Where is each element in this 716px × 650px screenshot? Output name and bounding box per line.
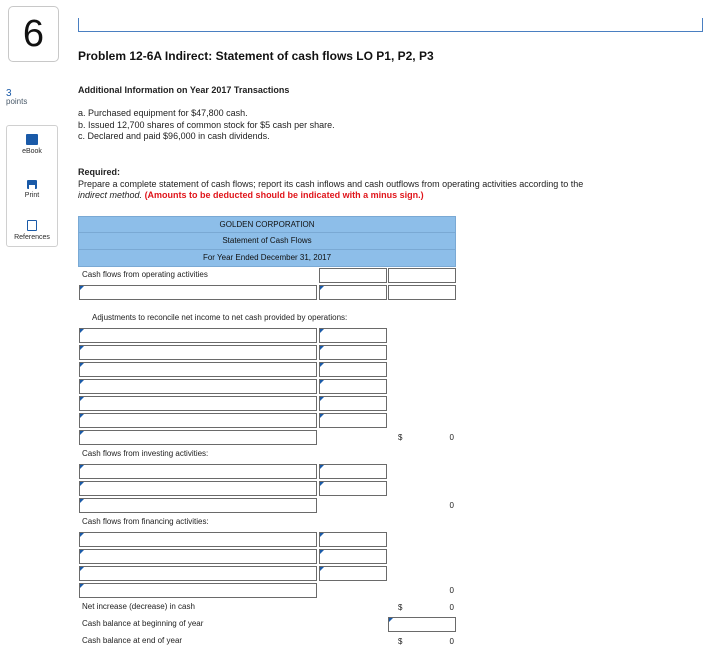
required-method: indirect method.	[78, 190, 143, 200]
operating-amount-input[interactable]	[319, 285, 387, 300]
table-row	[388, 285, 456, 300]
required-heading: Required:	[78, 167, 121, 177]
printer-icon	[26, 180, 38, 189]
net-income-row	[78, 284, 456, 301]
adjustment-row	[78, 327, 456, 344]
print-button[interactable]	[7, 180, 57, 199]
adjustment-description-select[interactable]	[79, 413, 317, 428]
beginning-balance-row	[78, 616, 456, 633]
statement-period: For Year Ended December 31, 2017	[78, 250, 456, 267]
operating-total: 0	[449, 433, 454, 442]
financing-row	[78, 548, 456, 565]
ending-balance-row	[78, 633, 456, 650]
question-number: 6	[8, 6, 59, 62]
net-change-row	[78, 599, 456, 616]
ebook-label: eBook	[22, 148, 42, 155]
adjustment-description-select[interactable]	[79, 379, 317, 394]
adjustment-amount-input[interactable]	[319, 345, 387, 360]
table-row	[388, 268, 456, 283]
financing-row	[78, 531, 456, 548]
adjustments-label-row	[78, 310, 456, 327]
info-heading: Additional Information on Year 2017 Transactions	[78, 85, 290, 95]
financing-amount-input[interactable]	[319, 532, 387, 547]
info-item-b: b. Issued 12,700 shares of common stock for $5 cash per share.	[78, 120, 335, 130]
problem-title: Problem 12-6A Indirect: Statement of cash flows LO P1, P2, P3	[78, 49, 434, 63]
investing-row	[78, 463, 456, 480]
investing-label: Cash flows from investing activities:	[82, 449, 209, 458]
table-row	[319, 268, 387, 283]
company-name: GOLDEN CORPORATION	[78, 216, 456, 233]
points-value: 3	[6, 88, 12, 99]
document-icon	[27, 220, 37, 231]
statement-title: Statement of Cash Flows	[78, 233, 456, 250]
financing-description-select[interactable]	[79, 549, 317, 564]
tools-panel	[6, 125, 58, 247]
print-label: Print	[24, 192, 40, 199]
ending-balance-currency: $	[398, 637, 403, 646]
adjustment-row	[78, 378, 456, 395]
net-change-total: 0	[449, 603, 454, 612]
beginning-balance-label: Cash balance at beginning of year	[82, 619, 204, 628]
required-line1: Prepare a complete statement of cash flows; report its cash inflows and cash outflows from operating activities according to the	[78, 179, 584, 189]
info-item-c: c. Declared and paid $96,000 in cash dividends.	[78, 131, 270, 141]
operating-description-select[interactable]	[79, 285, 317, 300]
adjustment-description-select[interactable]	[79, 362, 317, 377]
adjustment-amount-input[interactable]	[319, 362, 387, 377]
investing-total-description-select[interactable]	[79, 498, 317, 513]
operating-currency: $	[398, 433, 403, 442]
adjustment-amount-input[interactable]	[319, 379, 387, 394]
ending-balance-total: 0	[449, 637, 454, 646]
financing-row	[78, 565, 456, 582]
adjustment-amount-input[interactable]	[319, 396, 387, 411]
operating-label-row	[78, 267, 456, 284]
adjustment-row	[78, 361, 456, 378]
investing-row	[78, 480, 456, 497]
investing-description-select[interactable]	[79, 481, 317, 496]
required-note: (Amounts to be deducted should be indicated with a minus sign.)	[144, 190, 424, 200]
operating-label: Cash flows from operating activities	[82, 270, 208, 279]
adjustment-amount-input[interactable]	[319, 413, 387, 428]
investing-label-row	[78, 446, 456, 463]
references-button[interactable]	[7, 220, 57, 241]
operating-total-row	[78, 429, 456, 446]
adjustment-amount-input[interactable]	[319, 328, 387, 343]
financing-amount-input[interactable]	[319, 566, 387, 581]
beginning-balance-input[interactable]	[388, 617, 456, 632]
adjustments-label: Adjustments to reconcile net income to net cash provided by operations:	[92, 313, 348, 322]
adjustment-description-select[interactable]	[79, 396, 317, 411]
ebook-button[interactable]	[7, 134, 57, 155]
references-label: References	[14, 234, 50, 241]
adjustment-row	[78, 395, 456, 412]
investing-amount-input[interactable]	[319, 481, 387, 496]
investing-total: 0	[449, 501, 454, 510]
financing-description-select[interactable]	[79, 566, 317, 581]
question-header-bar	[78, 18, 703, 32]
investing-description-select[interactable]	[79, 464, 317, 479]
net-change-label: Net increase (decrease) in cash	[82, 602, 195, 611]
financing-amount-input[interactable]	[319, 549, 387, 564]
adjustment-row	[78, 412, 456, 429]
financing-label-row	[78, 514, 456, 531]
financing-description-select[interactable]	[79, 532, 317, 547]
adjustment-description-select[interactable]	[79, 328, 317, 343]
financing-label: Cash flows from financing activities:	[82, 517, 209, 526]
adjustment-description-select[interactable]	[79, 345, 317, 360]
points-label: points	[6, 97, 28, 106]
net-change-currency: $	[398, 603, 403, 612]
info-item-a: a. Purchased equipment for $47,800 cash.	[78, 108, 248, 118]
operating-total-description-select[interactable]	[79, 430, 317, 445]
investing-amount-input[interactable]	[319, 464, 387, 479]
ending-balance-label: Cash balance at end of year	[82, 636, 183, 645]
cash-flow-statement	[78, 216, 456, 650]
financing-total-row	[78, 582, 456, 599]
spacer-row	[78, 301, 456, 310]
required-line2	[78, 190, 424, 200]
investing-total-row	[78, 497, 456, 514]
financing-total: 0	[449, 586, 454, 595]
financing-total-description-select[interactable]	[79, 583, 317, 598]
adjustment-row	[78, 344, 456, 361]
book-icon	[26, 134, 38, 145]
